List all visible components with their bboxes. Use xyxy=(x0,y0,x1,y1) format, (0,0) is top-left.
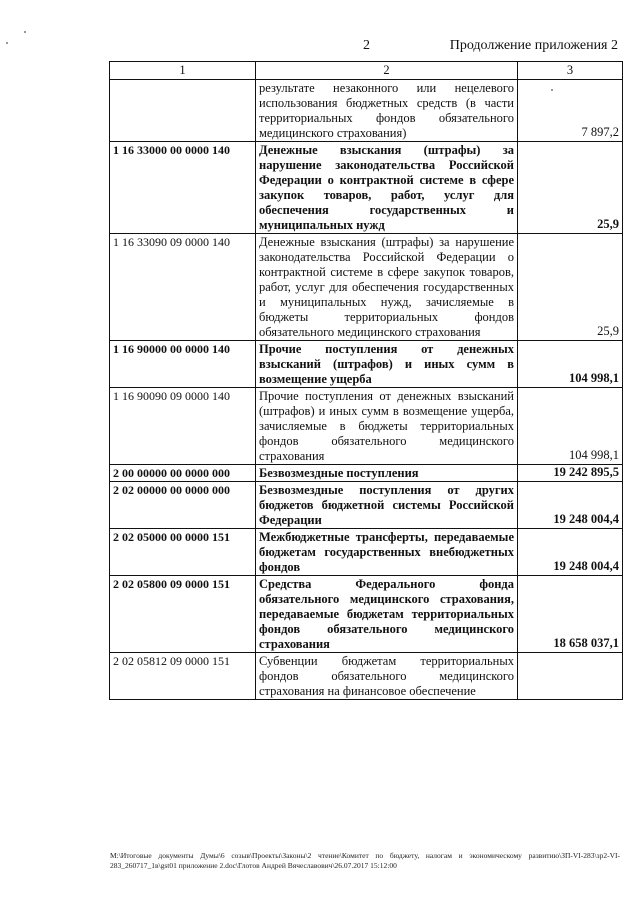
amount-cell: 25,9 xyxy=(518,234,623,341)
column-header-code: 1 xyxy=(110,62,256,80)
column-header-name: 2 xyxy=(256,62,518,80)
column-header-sum: 3 xyxy=(518,62,623,80)
amount-cell xyxy=(518,653,623,700)
income-name-cell: Прочие поступления от денежных взысканий (штрафов) и иных сумм в возмещение ущерба, зачисляемые в бюджеты территориальных фондов обязательного медицинского страхования xyxy=(256,388,518,465)
table-row xyxy=(110,341,623,388)
budget-code-cell: 2 00 00000 00 0000 000 xyxy=(110,465,256,482)
amount-cell: 25,9 xyxy=(518,142,623,234)
budget-code-cell: 2 02 00000 00 0000 000 xyxy=(110,482,256,529)
table-header-row xyxy=(110,62,623,80)
table-row xyxy=(110,142,623,234)
scan-speck xyxy=(24,31,26,33)
table-row xyxy=(110,80,623,142)
budget-code-cell: 1 16 33000 00 0000 140 xyxy=(110,142,256,234)
budget-code-cell: 1 16 33090 09 0000 140 xyxy=(110,234,256,341)
amount-cell: 104 998,1 xyxy=(518,388,623,465)
budget-code-cell: 2 02 05000 00 0000 151 xyxy=(110,529,256,576)
budget-code-cell: 1 16 90090 09 0000 140 xyxy=(110,388,256,465)
scan-speck xyxy=(6,42,8,44)
income-name-cell: Денежные взыскания (штрафы) за нарушение законодательства Российской Федерации о контрактной системе в сфере закупок товаров, работ, услуг для обеспечения государственных и муниципальных нужд, зачисляемые в бюджеты территориальных фондов обязательного медицинского страхования xyxy=(256,234,518,341)
budget-code-cell: 2 02 05800 09 0000 151 xyxy=(110,576,256,653)
income-name-cell: Прочие поступления от денежных взысканий (штрафов) и иных сумм в возмещение ущерба xyxy=(256,341,518,388)
income-name-cell: Межбюджетные трансферты, передаваемые бюджетам государственных внебюджетных фондов xyxy=(256,529,518,576)
income-name-cell: Денежные взыскания (штрафы) за нарушение законодательства Российской Федерации о контрактной системе в сфере закупок товаров, работ, услуг для обеспечения государственных и муниципальных нужд xyxy=(256,142,518,234)
table-row xyxy=(110,234,623,341)
table-row xyxy=(110,465,623,482)
budget-code-cell: 1 16 90000 00 0000 140 xyxy=(110,341,256,388)
table-row xyxy=(110,576,623,653)
table-row xyxy=(110,653,623,700)
income-name-cell: результате незаконного или нецелевого использования бюджетных средств (в части территориальных фондов обязательного медицинского страхования) xyxy=(256,80,518,142)
budget-code-cell: 2 02 05812 09 0000 151 xyxy=(110,653,256,700)
table-row xyxy=(110,482,623,529)
amount-cell: 19 248 004,4 xyxy=(518,529,623,576)
budget-code-cell xyxy=(110,80,256,142)
amount-cell: 104 998,1 xyxy=(518,341,623,388)
amount-cell: 19 242 895,5 xyxy=(518,465,623,482)
income-name-cell: Безвозмездные поступления xyxy=(256,465,518,482)
income-name-cell: Безвозмездные поступления от других бюджетов бюджетной системы Российской Федерации xyxy=(256,482,518,529)
income-name-cell: Субвенции бюджетам территориальных фондов обязательного медицинского страхования на финансовое обеспечение xyxy=(256,653,518,700)
continuation-caption: Продолжение приложения 2 xyxy=(449,38,618,53)
income-name-cell: Средства Федерального фонда обязательного медицинского страхования, передаваемые бюджетам территориальных фондов обязательного медицинского страхования xyxy=(256,576,518,653)
budget-table xyxy=(109,61,623,700)
table-row xyxy=(110,388,623,465)
document-path-footer: М:\Итоговые документы Думы\6 созыв\Проекты\Законы\2 чтение\Комитет по бюджету, налогам и экономическому развитию\ЗП-VI-283\зр2-VI-283_260717_1в\gst01 приложение 2.doc\Глотов Андрей Вячеславович\26.07.2017 15:12:00 xyxy=(110,851,620,870)
amount-cell: 7 897,2 xyxy=(518,80,623,142)
table-row xyxy=(110,529,623,576)
amount-cell: 19 248 004,4 xyxy=(518,482,623,529)
page-number: 2 xyxy=(363,38,370,53)
amount-cell: 18 658 037,1 xyxy=(518,576,623,653)
